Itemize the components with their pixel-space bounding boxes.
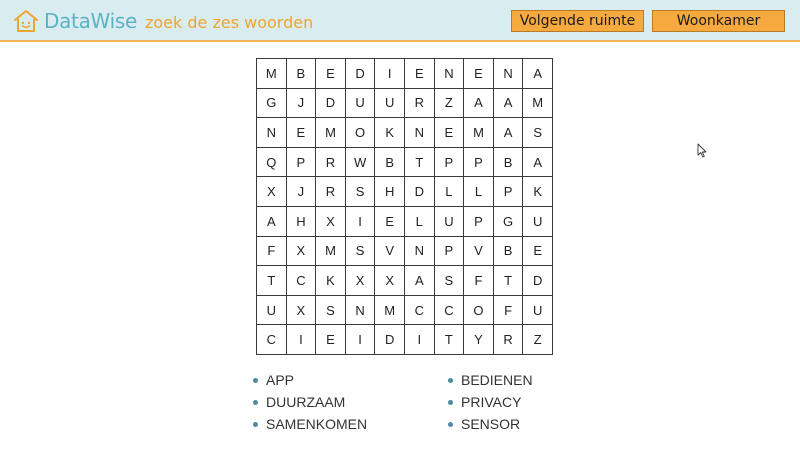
grid-cell[interactable]: E: [287, 118, 317, 148]
grid-cell[interactable]: A: [494, 118, 524, 148]
grid-cell[interactable]: V: [464, 237, 494, 267]
grid-cell[interactable]: E: [464, 59, 494, 89]
grid-cell[interactable]: U: [375, 89, 405, 119]
bullet-icon: [253, 400, 258, 405]
bullet-icon: [448, 378, 453, 383]
grid-cell[interactable]: R: [405, 89, 435, 119]
grid-cell[interactable]: I: [405, 325, 435, 355]
grid-cell[interactable]: X: [287, 237, 317, 267]
logo: [12, 8, 313, 34]
grid-cell[interactable]: T: [435, 325, 465, 355]
grid-cell[interactable]: C: [435, 296, 465, 326]
grid-cell[interactable]: N: [494, 59, 524, 89]
grid-cell[interactable]: R: [316, 177, 346, 207]
brand-name: DataWise: [44, 9, 137, 33]
grid-cell[interactable]: A: [405, 266, 435, 296]
grid-cell[interactable]: R: [316, 148, 346, 178]
grid-cell[interactable]: E: [405, 59, 435, 89]
house-icon: [12, 8, 40, 34]
word-label: PRIVACY: [461, 394, 522, 410]
grid-cell[interactable]: X: [375, 266, 405, 296]
grid-cell[interactable]: D: [316, 89, 346, 119]
mouse-pointer-icon: [697, 143, 707, 159]
grid-cell[interactable]: A: [257, 207, 287, 237]
grid-cell[interactable]: T: [405, 148, 435, 178]
grid-cell[interactable]: D: [405, 177, 435, 207]
grid-cell[interactable]: B: [375, 148, 405, 178]
bullet-icon: [448, 400, 453, 405]
grid-cell[interactable]: J: [287, 89, 317, 119]
grid-cell[interactable]: H: [287, 207, 317, 237]
grid-cell[interactable]: I: [346, 325, 376, 355]
grid-cell[interactable]: U: [346, 89, 376, 119]
grid-cell[interactable]: A: [523, 148, 553, 178]
header-bar: [0, 0, 800, 42]
next-room-button[interactable]: Volgende ruimte: [511, 10, 644, 32]
grid-cell[interactable]: P: [287, 148, 317, 178]
grid-cell[interactable]: K: [316, 266, 346, 296]
grid-cell[interactable]: A: [494, 89, 524, 119]
bullet-icon: [253, 422, 258, 427]
grid-cell[interactable]: D: [346, 59, 376, 89]
grid-cell[interactable]: K: [523, 177, 553, 207]
grid-cell[interactable]: X: [316, 207, 346, 237]
grid-cell[interactable]: S: [346, 237, 376, 267]
grid-cell[interactable]: B: [287, 59, 317, 89]
grid-cell[interactable]: U: [435, 207, 465, 237]
grid-cell[interactable]: L: [435, 177, 465, 207]
grid-cell[interactable]: C: [287, 266, 317, 296]
grid-cell[interactable]: U: [257, 296, 287, 326]
grid-cell[interactable]: S: [346, 177, 376, 207]
grid-cell[interactable]: P: [435, 148, 465, 178]
grid-cell[interactable]: P: [494, 177, 524, 207]
grid-cell[interactable]: N: [346, 296, 376, 326]
grid-cell[interactable]: E: [375, 207, 405, 237]
word-list: [252, 369, 572, 435]
grid-cell[interactable]: C: [257, 325, 287, 355]
grid-cell[interactable]: E: [435, 118, 465, 148]
grid-cell[interactable]: U: [523, 207, 553, 237]
grid-cell[interactable]: C: [405, 296, 435, 326]
grid-cell[interactable]: N: [435, 59, 465, 89]
grid-cell[interactable]: T: [494, 266, 524, 296]
grid-cell[interactable]: M: [316, 237, 346, 267]
grid-cell[interactable]: M: [375, 296, 405, 326]
grid-cell[interactable]: S: [316, 296, 346, 326]
grid-cell[interactable]: A: [464, 89, 494, 119]
grid-cell[interactable]: O: [464, 296, 494, 326]
grid-cell[interactable]: X: [257, 177, 287, 207]
room-button[interactable]: Woonkamer: [652, 10, 785, 32]
grid-cell[interactable]: N: [405, 237, 435, 267]
word-search-grid[interactable]: [256, 58, 553, 355]
grid-cell[interactable]: J: [287, 177, 317, 207]
page-subtitle: zoek de zes woorden: [144, 12, 314, 32]
word-list-item: [447, 391, 572, 413]
grid-cell[interactable]: L: [464, 177, 494, 207]
grid-cell[interactable]: X: [287, 296, 317, 326]
grid-cell[interactable]: F: [494, 296, 524, 326]
grid-cell[interactable]: M: [523, 89, 553, 119]
grid-cell[interactable]: M: [316, 118, 346, 148]
grid-cell[interactable]: M: [464, 118, 494, 148]
grid-cell[interactable]: N: [257, 118, 287, 148]
bullet-icon: [448, 422, 453, 427]
grid-cell[interactable]: G: [257, 89, 287, 119]
word-label: SAMENKOMEN: [266, 416, 368, 432]
word-label: SENSOR: [461, 416, 521, 432]
grid-cell[interactable]: Z: [435, 89, 465, 119]
grid-cell[interactable]: P: [435, 237, 465, 267]
grid-cell[interactable]: K: [375, 118, 405, 148]
grid-cell[interactable]: X: [346, 266, 376, 296]
grid-cell[interactable]: N: [405, 118, 435, 148]
word-list-item: [252, 391, 447, 413]
grid-cell[interactable]: F: [464, 266, 494, 296]
grid-cell[interactable]: A: [523, 59, 553, 89]
grid-cell[interactable]: I: [375, 59, 405, 89]
grid-cell[interactable]: O: [346, 118, 376, 148]
word-label: BEDIENEN: [461, 372, 533, 388]
grid-cell[interactable]: H: [375, 177, 405, 207]
grid-cell[interactable]: L: [405, 207, 435, 237]
word-label: DUURZAAM: [266, 394, 346, 410]
grid-cell[interactable]: I: [346, 207, 376, 237]
grid-cell[interactable]: G: [494, 207, 524, 237]
bullet-icon: [253, 378, 258, 383]
word-list-item: [447, 369, 572, 391]
grid-cell[interactable]: F: [257, 237, 287, 267]
grid-cell[interactable]: U: [523, 296, 553, 326]
grid-cell[interactable]: S: [435, 266, 465, 296]
grid-cell[interactable]: D: [523, 266, 553, 296]
grid-cell[interactable]: Q: [257, 148, 287, 178]
grid-cell[interactable]: P: [464, 148, 494, 178]
grid-cell[interactable]: D: [375, 325, 405, 355]
grid-cell[interactable]: P: [464, 207, 494, 237]
grid-cell[interactable]: T: [257, 266, 287, 296]
grid-cell[interactable]: R: [494, 325, 524, 355]
grid-cell[interactable]: I: [287, 325, 317, 355]
grid-cell[interactable]: Z: [523, 325, 553, 355]
word-list-item: [447, 413, 572, 435]
grid-cell[interactable]: B: [494, 237, 524, 267]
grid-cell[interactable]: Y: [464, 325, 494, 355]
grid-cell[interactable]: E: [316, 59, 346, 89]
grid-cell[interactable]: W: [346, 148, 376, 178]
word-list-item: [252, 413, 447, 435]
grid-cell[interactable]: B: [494, 148, 524, 178]
word-list-item: [252, 369, 447, 391]
grid-cell[interactable]: E: [316, 325, 346, 355]
grid-cell[interactable]: S: [523, 118, 553, 148]
word-label: APP: [266, 372, 295, 388]
grid-cell[interactable]: V: [375, 237, 405, 267]
grid-cell[interactable]: M: [257, 59, 287, 89]
grid-cell[interactable]: E: [523, 237, 553, 267]
